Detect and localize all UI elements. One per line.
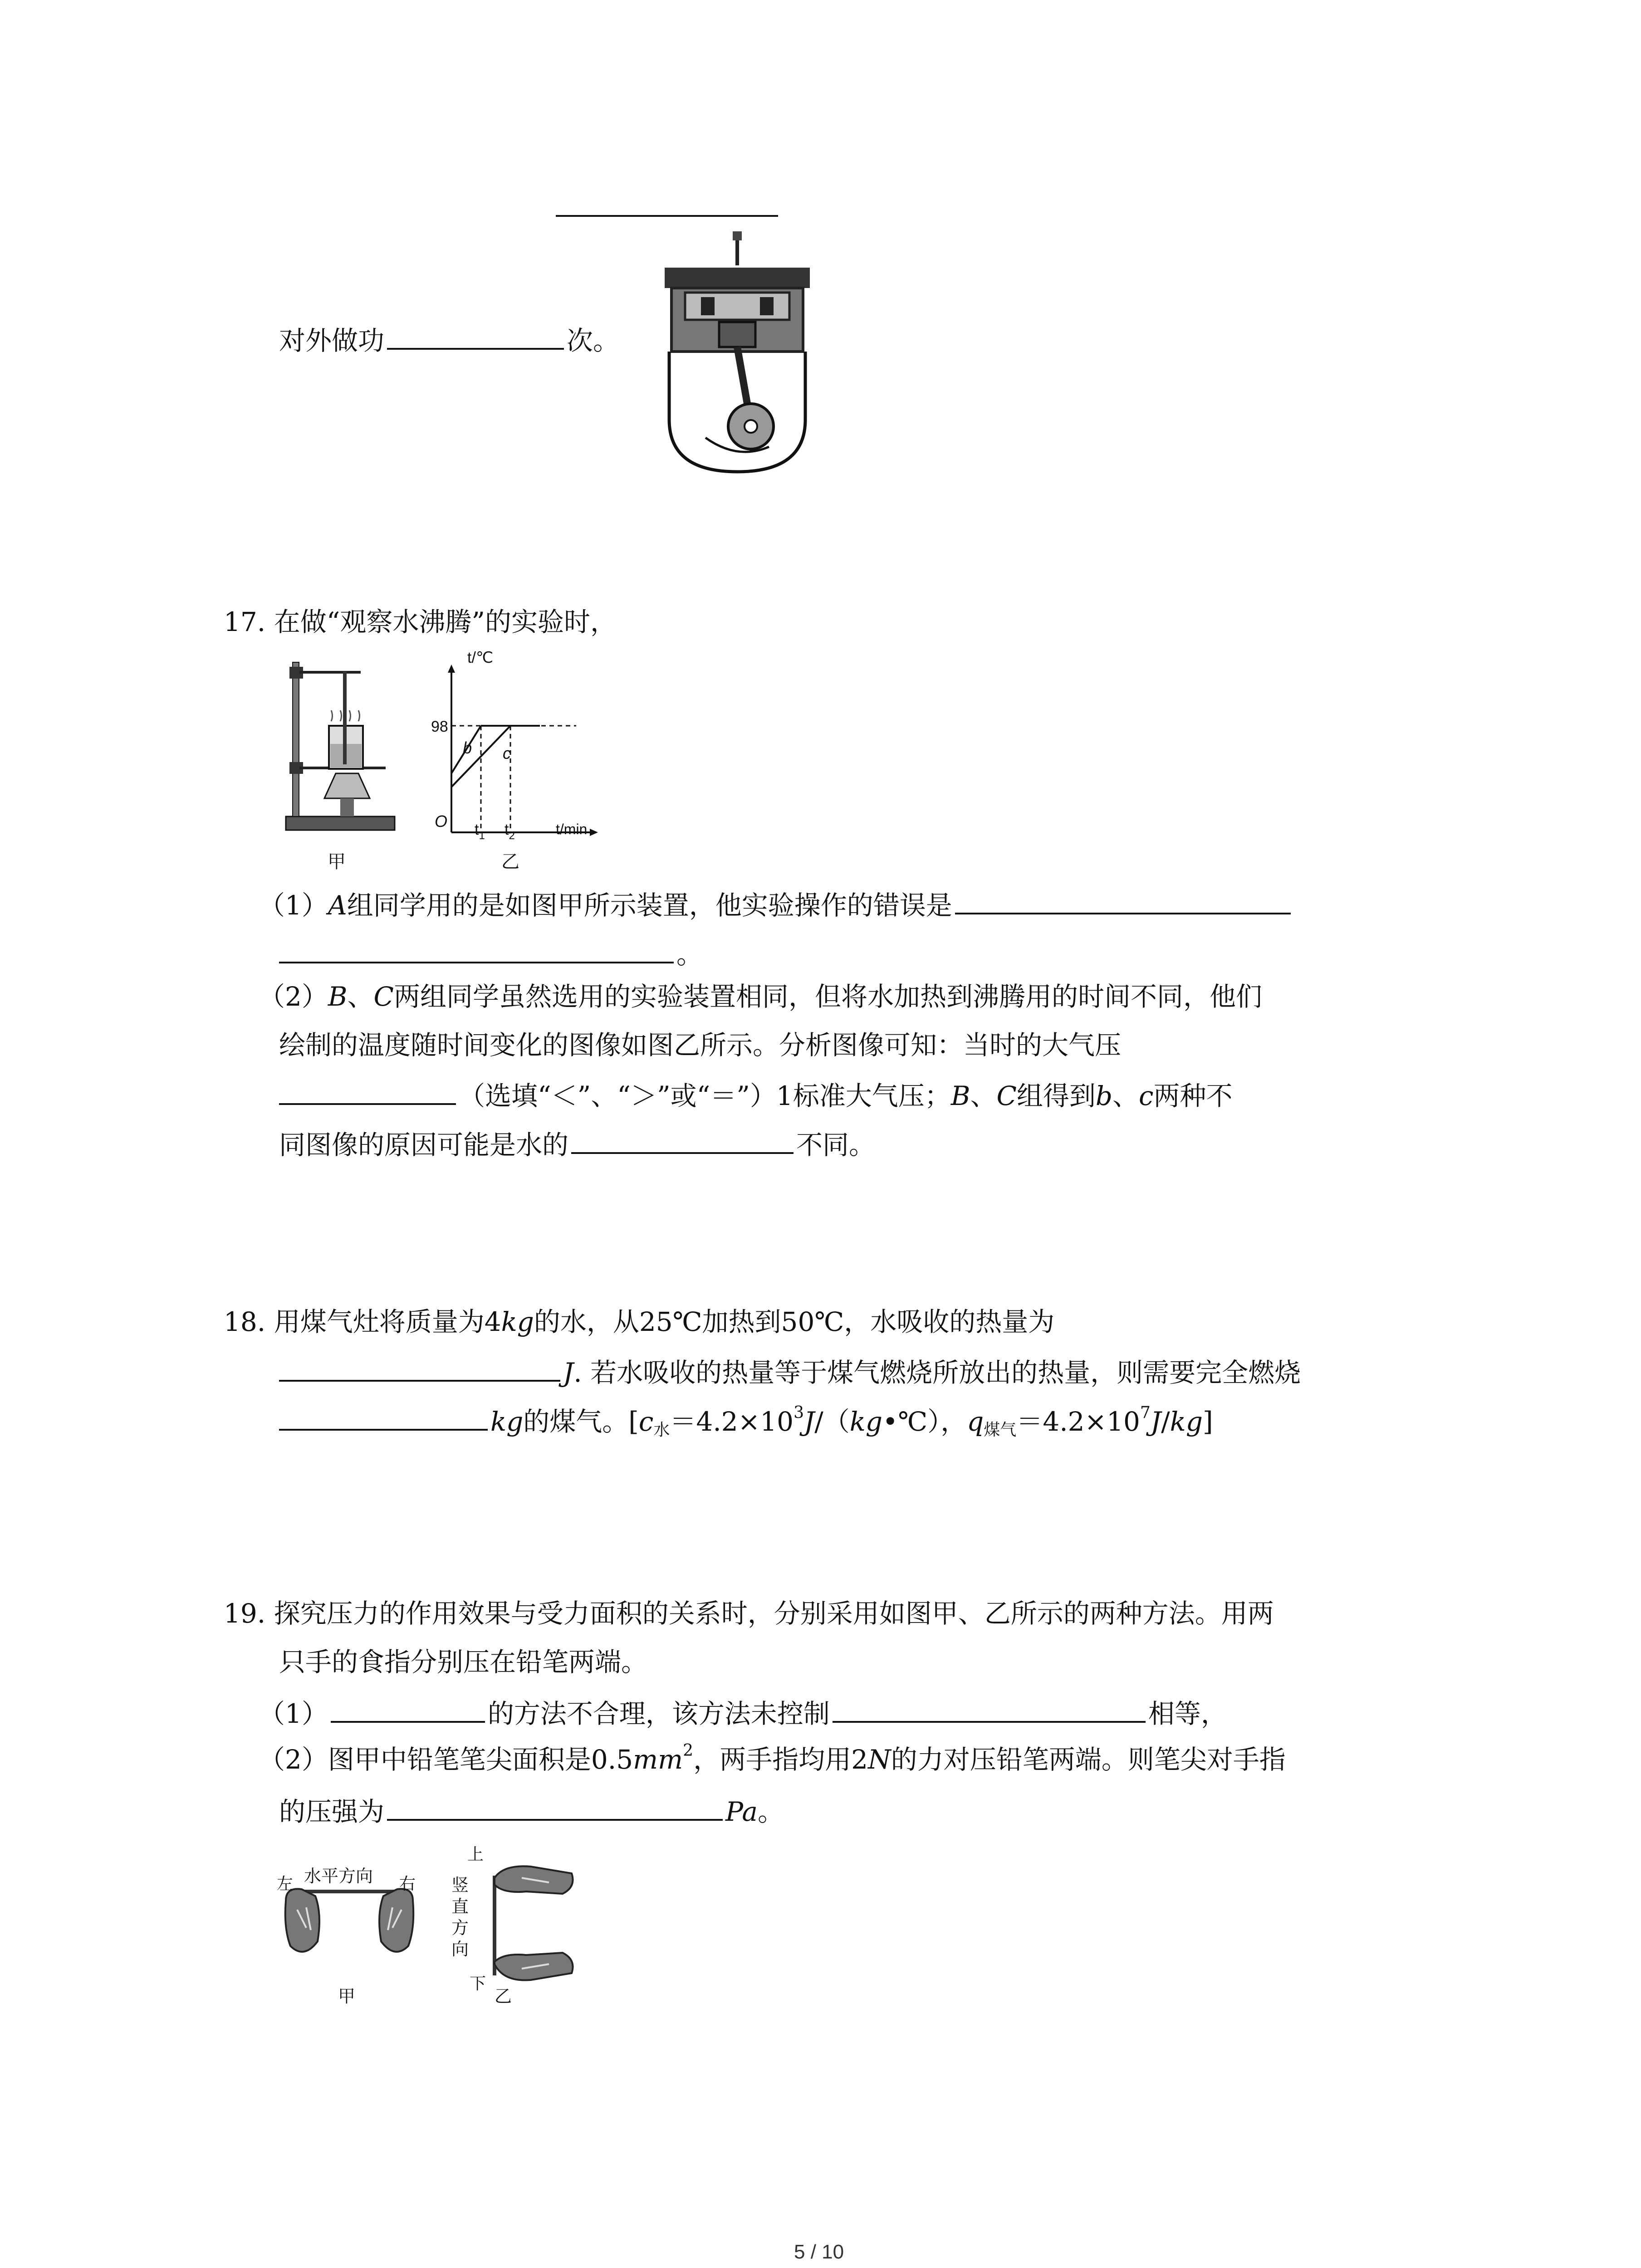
answer-blank[interactable] bbox=[279, 1080, 456, 1105]
q19-part2: （2）图甲中铅笔笔尖面积是$0.5mm^2$，两手指均用2N的力对压铅笔两端。则笔尖对手指 bbox=[259, 1741, 1286, 1775]
answer-blank[interactable] bbox=[955, 889, 1291, 914]
q17-part2-l1: （2）B、C两组同学虽然选用的实验装置相同，但将水加热到沸腾用的时间不同，他们 bbox=[259, 981, 1262, 1012]
q18-l1: 18. 用煤气灶将质量为4kg的水，从25℃加热到50℃，水吸收的热量为 bbox=[224, 1306, 1055, 1337]
answer-blank[interactable] bbox=[279, 1405, 488, 1431]
answer-blank[interactable] bbox=[279, 1356, 560, 1382]
answer-blank[interactable] bbox=[279, 938, 674, 963]
q17-part2-l4: 同图像的原因可能是水的 不同。 bbox=[279, 1129, 876, 1160]
answer-blank-top[interactable] bbox=[556, 215, 778, 217]
fig-label-jia: 甲 bbox=[338, 1987, 356, 2006]
fig-label-vertical-4: 向 bbox=[451, 1940, 469, 1959]
q18-l3: kg的煤气。[$c_水=4.2\times 10^3J/(kg•℃)$，$q_{煤气}=4.2\times 10^7J/kg$] bbox=[279, 1405, 1213, 1435]
fig-label-up: 上 bbox=[467, 1845, 484, 1863]
q17-stem: 17. 在做“观察水沸腾”的实验时， bbox=[224, 606, 617, 637]
q16-line: 对外做功 次。 bbox=[279, 325, 620, 356]
question-number: 19. bbox=[224, 1598, 266, 1629]
answer-blank[interactable] bbox=[331, 1697, 485, 1723]
q19-l2: 只手的食指分别压在铅笔两端。 bbox=[279, 1647, 648, 1677]
graph-label-c: c bbox=[503, 744, 511, 763]
q19-part1: （1） 的方法不合理，该方法未控制 相等， bbox=[259, 1698, 1227, 1729]
temperature-time-graph bbox=[426, 651, 599, 846]
fig-label-vertical-3: 方 bbox=[451, 1919, 469, 1938]
question-number: 18. bbox=[224, 1306, 266, 1337]
q17-part2-l2: 绘制的温度随时间变化的图像如图乙所示。分析图像可知：当时的大气压 bbox=[279, 1030, 1122, 1061]
fig-label-left: 左 bbox=[277, 1874, 294, 1893]
figure-label-jia: 甲 bbox=[328, 852, 346, 872]
fig-label-vertical-2: 直 bbox=[451, 1897, 469, 1916]
graph-label-b: b bbox=[463, 738, 472, 757]
answer-blank[interactable] bbox=[571, 1129, 794, 1154]
q17-part1-cont: 。 bbox=[279, 938, 703, 968]
graph-ytick: 98 bbox=[431, 718, 448, 735]
answer-blank[interactable] bbox=[833, 1697, 1146, 1723]
q19-part3: 的压强为 Pa。 bbox=[279, 1796, 784, 1827]
graph-t1: $t_1$ bbox=[475, 821, 485, 842]
engine-diagram bbox=[660, 225, 814, 476]
fig-label-right: 右 bbox=[399, 1874, 416, 1893]
figure-label-yi: 乙 bbox=[501, 852, 519, 872]
fig-label-yi: 乙 bbox=[495, 1987, 512, 2006]
graph-origin: O bbox=[435, 812, 448, 831]
page-number: 5 / 10 bbox=[794, 2241, 844, 2263]
boiling-apparatus-figure bbox=[281, 653, 399, 835]
q17-part2-l3: （选填“＜”、“＞”或“＝”）1标准大气压；B、C组得到b、c两种不 bbox=[279, 1080, 1233, 1109]
answer-blank[interactable] bbox=[387, 324, 564, 350]
q17-part1: （1）A组同学用的是如图甲所示装置，他实验操作的错误是 bbox=[259, 889, 1293, 919]
graph-ylabel: t/℃ bbox=[467, 649, 494, 666]
q19-l1: 19. 探究压力的作用效果与受力面积的关系时，分别采用如图甲、乙所示的两种方法。用两 bbox=[224, 1598, 1274, 1629]
pencil-vertical-figure bbox=[476, 1860, 581, 1991]
fig-label-vertical-1: 竖 bbox=[451, 1876, 469, 1895]
question-number: 17. bbox=[224, 606, 266, 637]
fig-label-down: 下 bbox=[470, 1974, 486, 1993]
answer-blank[interactable] bbox=[387, 1795, 723, 1821]
graph-xlabel: t/min bbox=[556, 821, 588, 837]
fig-label-horizontal: 水平方向 bbox=[304, 1867, 373, 1886]
q18-l2: J. 若水吸收的热量等于煤气燃烧所放出的热量，则需要完全燃烧 bbox=[279, 1356, 1301, 1386]
graph-t2: $t_2$ bbox=[505, 821, 515, 842]
